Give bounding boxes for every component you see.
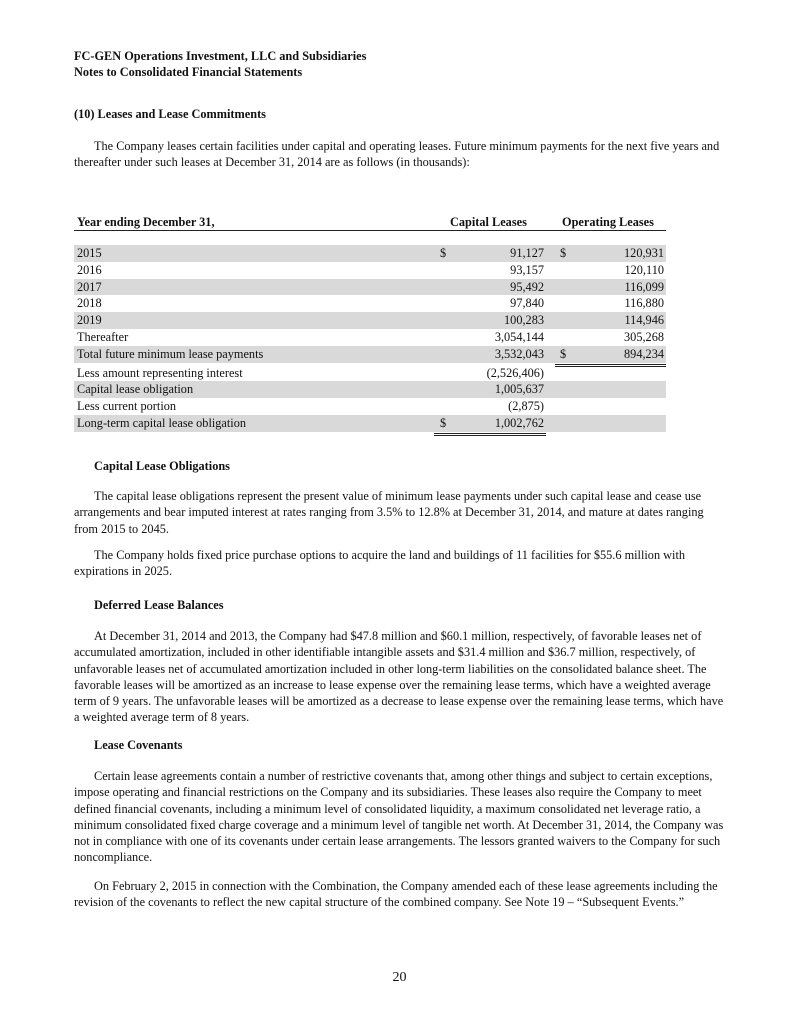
page-number: 20 bbox=[392, 970, 407, 985]
row-label: 2018 bbox=[77, 296, 102, 311]
table-row bbox=[74, 415, 666, 432]
lease-covenants-heading: Lease Covenants bbox=[94, 738, 183, 752]
capital-lease-text-2: The Company holds fixed price purchase options to acquire the land and buildings of 11 facilities for $55.6 million with expirations in 2025. bbox=[74, 548, 686, 579]
table-row bbox=[74, 312, 666, 329]
table-row bbox=[74, 398, 666, 415]
document-subtitle: Notes to Consolidated Financial Statements bbox=[74, 65, 303, 79]
lease-covenants-text-2: On February 2, 2015 in connection with the Combination, the Company amended each of these lease agreements including the revision of the covenants to reflect the new capital structure of the combined company. See Note 19 – “Subsequent Events.” bbox=[74, 879, 718, 910]
currency-symbol: $ bbox=[440, 415, 447, 430]
capital-lease-paragraph-2 bbox=[74, 547, 724, 580]
capital-lease-value: (2,526,406) bbox=[486, 365, 544, 380]
table-row bbox=[74, 245, 666, 262]
table-row bbox=[74, 329, 666, 346]
row-label: Thereafter bbox=[77, 329, 129, 344]
capital-lease-value: (2,875) bbox=[508, 399, 544, 414]
row-label: 2015 bbox=[77, 246, 102, 260]
header-capital-leases: Capital Leases bbox=[450, 215, 527, 229]
capital-lease-value: 3,532,043 bbox=[494, 346, 544, 361]
deferred-lease-paragraph bbox=[74, 628, 724, 726]
capital-lease-value: 1,005,637 bbox=[494, 382, 544, 397]
lease-covenants-paragraph-1 bbox=[74, 768, 724, 866]
section-title: (10) Leases and Lease Commitments bbox=[74, 107, 266, 121]
table-row bbox=[74, 262, 666, 279]
table-row bbox=[74, 295, 666, 312]
operating-lease-value: 305,268 bbox=[624, 329, 664, 344]
capital-lease-value: 97,840 bbox=[510, 296, 544, 311]
lease-covenants-paragraph-2 bbox=[74, 878, 724, 911]
currency-symbol: $ bbox=[560, 346, 567, 361]
currency-symbol: $ bbox=[440, 246, 447, 260]
operating-lease-value: 114,946 bbox=[624, 313, 664, 328]
capital-lease-value: 91,127 bbox=[510, 246, 544, 260]
capital-lease-value: 93,157 bbox=[510, 262, 544, 277]
deferred-lease-balances-heading: Deferred Lease Balances bbox=[94, 598, 224, 612]
capital-lease-value: 3,054,144 bbox=[494, 329, 544, 344]
operating-lease-value: 116,099 bbox=[624, 279, 664, 294]
operating-lease-value: 894,234 bbox=[624, 346, 664, 361]
total-double-rule bbox=[434, 433, 546, 436]
row-label: 2016 bbox=[77, 262, 102, 277]
capital-lease-value: 100,283 bbox=[504, 313, 544, 328]
capital-lease-paragraph-1 bbox=[74, 488, 724, 537]
table-row bbox=[74, 365, 666, 382]
row-label: 2019 bbox=[77, 313, 102, 328]
row-label: Less current portion bbox=[77, 399, 177, 414]
document-header bbox=[74, 48, 366, 80]
row-label: Capital lease obligation bbox=[77, 382, 194, 397]
operating-lease-value: 120,931 bbox=[624, 246, 664, 260]
header-operating-leases: Operating Leases bbox=[562, 215, 654, 229]
row-label: Less amount representing interest bbox=[77, 365, 243, 380]
lease-covenants-text-1: Certain lease agreements contain a number of restrictive covenants that, among other things and subject to certain exceptions, impose operating and financial restrictions on the Company and its subsidiaries. These leases also require the Company to meet defined financial covenants, including a minimum level of consolidated liquidity, a maximum consolidated net leverage ratio, a minimum consolidated fixed charge coverage and a minimum level of tangible net worth. At December 31, 2014, the Company was not in compliance with one of its covenants under certain lease arrangements. The lessors granted waivers to the Company for such noncompliance. bbox=[74, 769, 724, 865]
row-label: Long-term capital lease obligation bbox=[77, 415, 247, 430]
table-header bbox=[74, 213, 666, 231]
intro-text: The Company leases certain facilities under capital and operating leases. Future minimum payments for the next five years and thereafter under such leases at December 31, 2014 are as follows (in thousands): bbox=[74, 139, 720, 170]
lease-commitments-table bbox=[74, 213, 666, 432]
row-label: Total future minimum lease payments bbox=[77, 346, 264, 361]
header-year: Year ending December 31, bbox=[77, 215, 215, 229]
deferred-lease-text: At December 31, 2014 and 2013, the Company had $47.8 million and $60.1 million, respectively, of favorable leases net of accumulated amortization, included in other identifiable intangible assets and $31.4 million and $36.7 million, respectively, of unfavorable leases net of accumulated amortization included in other long-term liabilities on the consolidated balance sheet. The favorable leases will be amortized as an increase to lease expense over the remaining lease terms, which have a weighted average term of 9 years. The unfavorable leases will be amortized as a decrease to lease expense over the remaining lease terms, which have a weighted average term of 8 years. bbox=[74, 629, 724, 725]
table-row bbox=[74, 346, 666, 363]
table-row bbox=[74, 381, 666, 398]
row-label: 2017 bbox=[77, 279, 102, 294]
capital-lease-obligations-heading: Capital Lease Obligations bbox=[94, 459, 230, 473]
capital-lease-value: 1,002,762 bbox=[494, 415, 544, 430]
operating-lease-value: 120,110 bbox=[624, 262, 664, 277]
company-name: FC-GEN Operations Investment, LLC and Subsidiaries bbox=[74, 49, 367, 63]
intro-paragraph bbox=[74, 138, 724, 171]
capital-lease-text-1: The capital lease obligations represent the present value of minimum lease payments under such capital lease and cease use arrangements and bear imputed interest at rates ranging from 3.5% to 12.8% at December 31, 2014, and mature at dates ranging from 2015 to 2045. bbox=[74, 489, 704, 536]
operating-lease-value: 116,880 bbox=[624, 296, 664, 311]
table-row bbox=[74, 279, 666, 296]
capital-lease-value: 95,492 bbox=[510, 279, 544, 294]
currency-symbol: $ bbox=[560, 246, 567, 260]
